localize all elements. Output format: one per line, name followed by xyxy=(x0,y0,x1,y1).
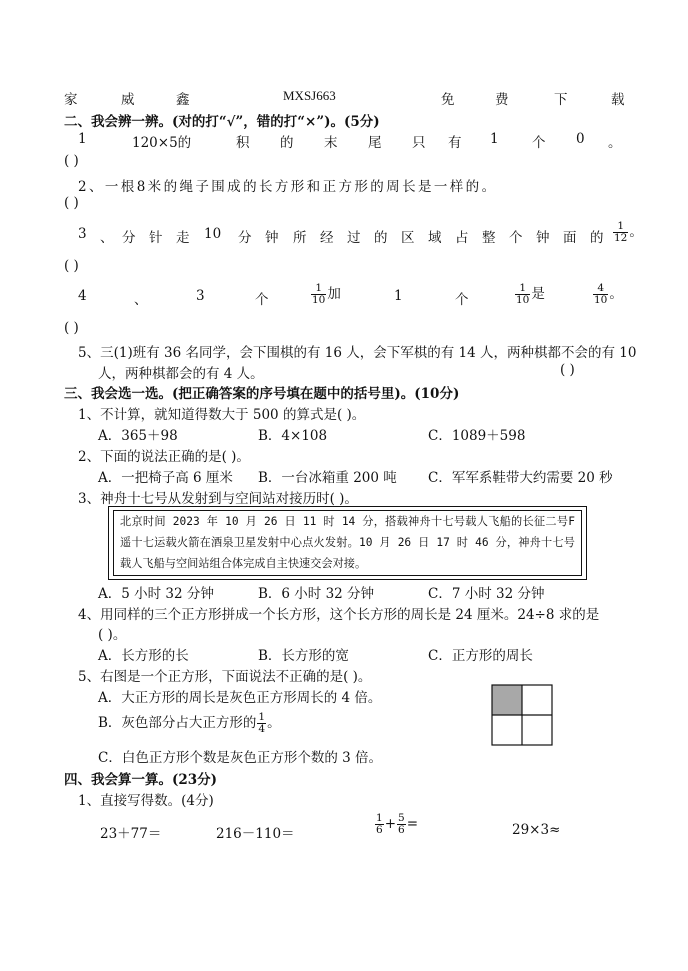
answer-paren[interactable]: ( ) xyxy=(64,195,79,211)
denominator: 10 xyxy=(312,294,326,306)
gray-square xyxy=(492,685,522,715)
q3-word: 走 xyxy=(176,230,190,246)
q3-word: 所 xyxy=(293,230,307,246)
calc-1: 23＋77＝ xyxy=(100,826,162,842)
q1-word: 个 xyxy=(532,135,546,151)
sec2-q5-line2: 人，两种棋都会的有 4 人。 xyxy=(98,366,264,382)
q1-word: 1 xyxy=(490,131,499,147)
option-a[interactable]: A．5 小时 32 分钟 xyxy=(98,586,214,602)
sec3-q1: 1、不计算，就知道得数大于 500 的算式是( )。 xyxy=(78,407,366,423)
option-c[interactable]: C．7 小时 32 分钟 xyxy=(428,586,545,602)
q3-word: 的 xyxy=(590,230,604,246)
q3-word: 、 xyxy=(100,230,114,246)
plus-sign: + xyxy=(384,816,396,832)
q1-word: 只 xyxy=(412,135,426,151)
header-char: 家 xyxy=(64,92,78,108)
option-b[interactable]: B．一台冰箱重 200 吨 xyxy=(258,470,397,486)
q4-word: 1 xyxy=(394,288,403,304)
q4-word: 加 xyxy=(327,286,341,302)
denominator: 6 xyxy=(398,824,405,836)
numerator: 1 xyxy=(376,812,383,824)
denominator: 10 xyxy=(516,294,530,306)
sec3-q5: 5、右图是一个正方形，下面说法不正确的是( )。 xyxy=(78,669,372,685)
numerator: 1 xyxy=(515,283,530,295)
sec4-sub1: 1、直接写得数。(4分) xyxy=(78,793,214,809)
header-char: 免 xyxy=(441,92,455,108)
option-c[interactable]: C．白色正方形个数是灰色正方形个数的 3 倍。 xyxy=(98,750,383,766)
answer-paren[interactable]: ( ) xyxy=(64,258,79,274)
fraction-1-10 xyxy=(514,282,545,306)
q3-word: 钟 xyxy=(536,230,550,246)
news-box xyxy=(108,506,587,580)
header-char: 鑫 xyxy=(176,92,190,108)
q3-word: 针 xyxy=(149,230,163,246)
option-c[interactable]: C．正方形的周长 xyxy=(428,648,533,664)
fraction-1-4 xyxy=(257,712,266,735)
numerator: 1 xyxy=(613,221,628,233)
option-a[interactable]: A．365＋98 xyxy=(98,428,178,444)
q3-word: 占 xyxy=(455,230,469,246)
sec3-q4-line1: 4、用同样的三个正方形拼成一个长方形，这个长方形的周长是 24 厘米。24÷8 求的是 xyxy=(78,607,600,623)
option-a[interactable]: A．长方形的长 xyxy=(98,648,189,664)
option-c[interactable]: C．军军系鞋带大约需要 20 秒 xyxy=(428,470,613,486)
q3-word: 区 xyxy=(401,230,415,246)
q3-word: 经 xyxy=(320,230,334,246)
q1-word: 120×5的 xyxy=(132,135,192,151)
q3-word: 个 xyxy=(509,230,523,246)
q1-word: 0 xyxy=(576,131,585,147)
numerator: 1 xyxy=(311,283,326,295)
q3-word: 面 xyxy=(563,230,577,246)
q3-word: 分 xyxy=(122,230,136,246)
q1-word: 尾 xyxy=(368,135,382,151)
q3-word: 10 xyxy=(204,226,222,242)
section-2-title: 二、我会辨一辨。(对的打“√”，错的打“×”)。(5分) xyxy=(64,114,380,130)
option-a[interactable]: A．大正方形的周长是灰色正方形周长的 4 倍。 xyxy=(98,690,382,706)
header-char: 下 xyxy=(554,92,568,108)
denominator: 6 xyxy=(376,824,383,836)
answer-paren[interactable]: ( ) xyxy=(64,153,79,169)
header-char: 费 xyxy=(495,92,509,108)
option-b-text: B．灰色部分占大正方形的 xyxy=(98,715,257,731)
section-3-title: 三、我会选一选。(把正确答案的序号填在题中的括号里)。(10分) xyxy=(64,386,460,402)
q3-word: 钟 xyxy=(265,230,279,246)
numerator: 1 xyxy=(258,711,266,723)
q1-word: 1 xyxy=(78,131,87,147)
news-text: 北京时间 2023 年 10 月 26 日 11 时 14 分，搭载神舟十七号载人飞船的长征二号F 遥十七运载火箭在酒泉卫星发射中心点火发射。10 月 26 日 17 时 46 分，神舟十七号载人飞船与空间站组合体完成自主快速交会对接。 xyxy=(113,510,582,576)
q1-word: 。 xyxy=(608,135,622,151)
sec2-q2: 2、一根8米的绳子围成的长方形和正方形的周长是一样的。 xyxy=(78,179,498,195)
q3-word: 域 xyxy=(428,230,442,246)
q3-word: 分 xyxy=(238,230,252,246)
fraction-1-10 xyxy=(310,282,341,306)
numerator: 5 xyxy=(398,812,405,824)
calc-2: 216－110＝ xyxy=(216,826,295,842)
equals-sign: = xyxy=(406,816,418,832)
option-b[interactable]: B．长方形的宽 xyxy=(258,648,349,664)
denominator: 12 xyxy=(614,232,628,244)
sec3-q3: 3、神舟十七号从发射到与空间站对接历时( )。 xyxy=(78,491,358,507)
q4-word: 。 xyxy=(609,286,623,302)
period: 。 xyxy=(267,715,281,731)
fraction-1-12 xyxy=(612,220,643,244)
fraction-4-10 xyxy=(592,282,623,306)
option-b[interactable]: B．4×108 xyxy=(258,428,328,444)
header-char: 载 xyxy=(611,92,625,108)
period: 。 xyxy=(629,224,643,240)
q4-word: 4 xyxy=(78,288,87,304)
square-figure xyxy=(491,684,553,746)
q4-word: 3 xyxy=(196,288,205,304)
option-b[interactable]: B．6 小时 32 分钟 xyxy=(258,586,375,602)
q1-word: 积 xyxy=(236,135,250,151)
sec3-q4-line2: ( )。 xyxy=(98,627,127,643)
q4-word: 是 xyxy=(531,286,545,302)
section-4-title: 四、我会算一算。(23分) xyxy=(64,772,218,788)
option-b[interactable] xyxy=(98,711,281,735)
answer-paren[interactable]: ( ) xyxy=(64,320,79,336)
q4-word: 、 xyxy=(134,292,148,308)
numerator: 4 xyxy=(593,283,608,295)
q3-word: 过 xyxy=(347,230,361,246)
header-code: MXSJ663 xyxy=(283,88,336,103)
q3-word: 的 xyxy=(374,230,388,246)
sec2-q5-line1: 5、三(1)班有 36 名同学，会下围棋的有 16 人，会下军棋的有 14 人，两种棋都不会的有 10 xyxy=(78,345,637,361)
q3-word: 整 xyxy=(482,230,496,246)
q1-word: 有 xyxy=(448,135,462,151)
option-c[interactable]: C．1089＋598 xyxy=(428,428,526,444)
q1-word: 的 xyxy=(280,135,294,151)
q1-word: 末 xyxy=(324,135,338,151)
calc-4: 29×3≈ xyxy=(512,822,561,838)
q3-word: 3 xyxy=(78,226,87,242)
option-a[interactable]: A．一把椅子高 6 厘米 xyxy=(98,470,233,486)
denominator: 4 xyxy=(258,723,266,735)
denominator: 10 xyxy=(594,294,608,306)
q4-word: 个 xyxy=(255,292,269,308)
answer-paren[interactable]: ( ) xyxy=(560,362,575,378)
q4-word: 个 xyxy=(455,292,469,308)
header-char: 威 xyxy=(121,92,135,108)
calc-3 xyxy=(374,813,418,836)
sec3-q2: 2、下面的说法正确的是( )。 xyxy=(78,449,250,465)
